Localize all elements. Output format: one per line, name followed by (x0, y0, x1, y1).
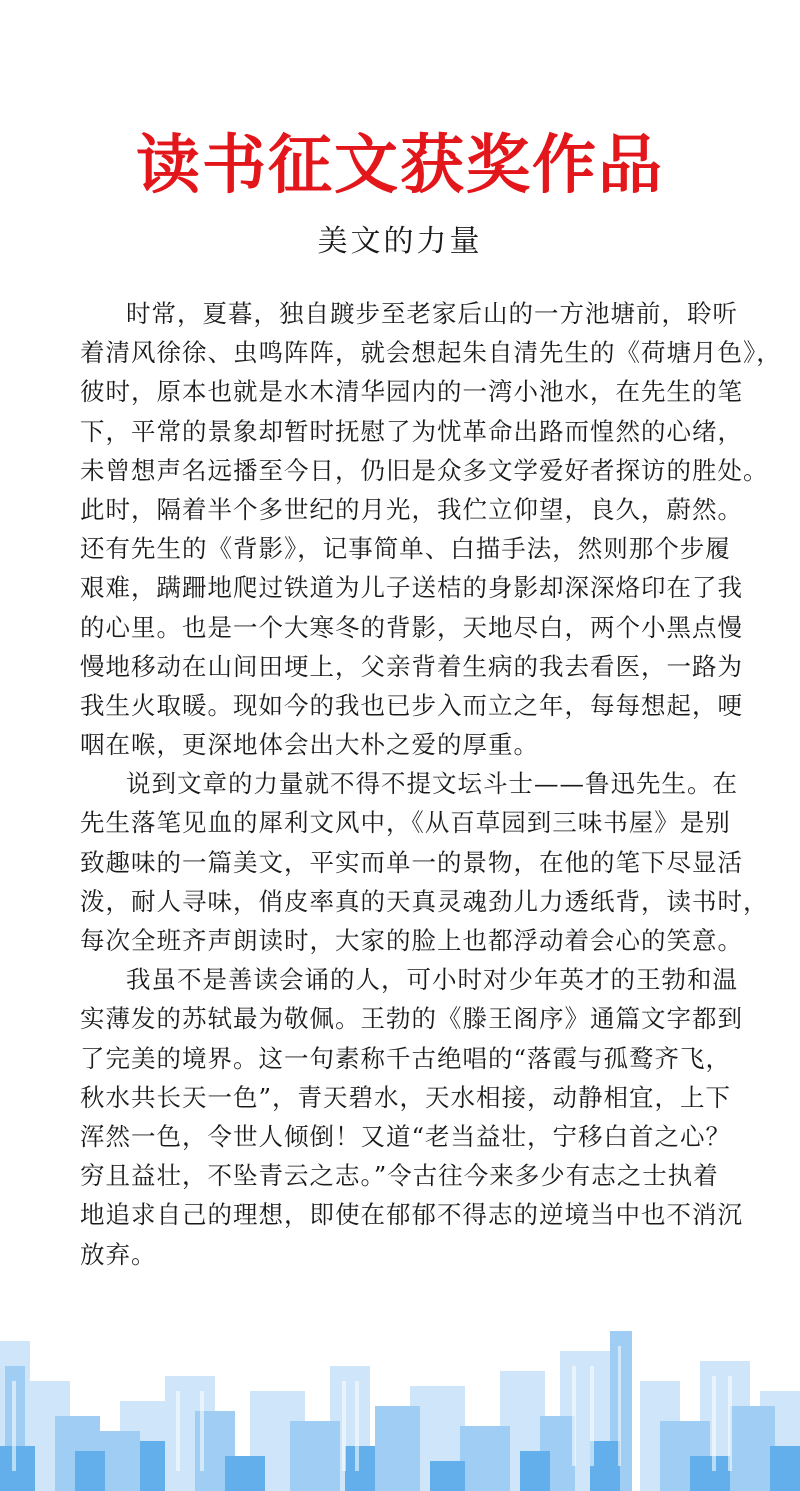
article-line: 咽在喉，更深地体会出大朴之爱的厚重。 (80, 730, 539, 760)
page-title: 读书征文获奖作品 (136, 128, 664, 203)
article-line: 彼时，原本也就是水木清华园内的一湾小池水，在先生的笔 (80, 377, 743, 407)
article-line: 先生落笔见血的犀利文风中，《从百草园到三味书屋》是别 (80, 808, 731, 838)
article-line: 浑然一色，令世人倾倒！又道“老当益壮，宁移白首之心？ (80, 1121, 732, 1151)
article-subtitle: 美文的力量 (317, 224, 483, 259)
article-line: 着清风徐徐、虫鸣阵阵，就会想起朱自清先生的《荷塘月色》， (80, 338, 782, 368)
article-line: 穷且益壮，不坠青云之志。”令古往今来多少有志之士执着 (80, 1161, 719, 1191)
city-skyline-illustration (0, 1321, 800, 1491)
article-line: 下，平常的景象却暂时抚慰了为忧革命出路而惶然的心绪， (80, 416, 743, 446)
article-line: 致趣味的一篇美文，平实而单一的景物，在他的笔下尽显活 (80, 847, 743, 877)
article-line: 我生火取暖。现如今的我也已步入而立之年，每每想起，哽 (80, 690, 743, 720)
article-line: 实薄发的苏轼最为敬佩。王勃的《滕王阁序》通篇文字都到 (80, 1004, 743, 1034)
article-line: 了完美的境界。这一句素称千古绝唱的“落霞与孤鹜齐飞， (80, 1043, 732, 1073)
article-line: 每次全班齐声朗读时，大家的脸上也都浮动着会心的笑意。 (80, 926, 743, 955)
article-line: 地追求自己的理想，即使在郁郁不得志的逆境当中也不消沉 (80, 1200, 743, 1230)
article-line: 慢地移动在山间田埂上，父亲背着生病的我去看医，一路为 (80, 651, 743, 681)
article-line: 秋水共长天一色”，青天碧水，天水相接，动静相宜，上下 (80, 1082, 732, 1112)
article-line: 还有先生的《背影》，记事简单、白描手法，然则那个步履 (80, 534, 731, 564)
article-line: 时常，夏暮，独自踱步至老家后山的一方池塘前，聆听 (126, 299, 738, 328)
article-line: 我虽不是善读会诵的人，可小时对少年英才的王勃和温 (126, 965, 738, 995)
article-line: 艰难，蹒跚地爬过铁道为儿子送桔的身影却深深烙印在了我 (80, 573, 743, 603)
article-line: 放弃。 (80, 1239, 157, 1269)
article-line: 未曾想声名远播至今日，仍旧是众多文学爱好者探访的胜处。 (80, 455, 769, 485)
article-line: 说到文章的力量就不得不提文坛斗士——鲁迅先生。在 (126, 769, 738, 799)
article-line: 此时，隔着半个多世纪的月光，我伫立仰望，良久，蔚然。 (80, 494, 743, 524)
article-line: 的心里。也是一个大寒冬的背影，天地尽白，两个小黑点慢 (80, 612, 743, 642)
article-body (80, 294, 782, 1274)
article-line: 泼，耐人寻味，俏皮率真的天真灵魂劲儿力透纸背，读书时， (80, 886, 769, 916)
